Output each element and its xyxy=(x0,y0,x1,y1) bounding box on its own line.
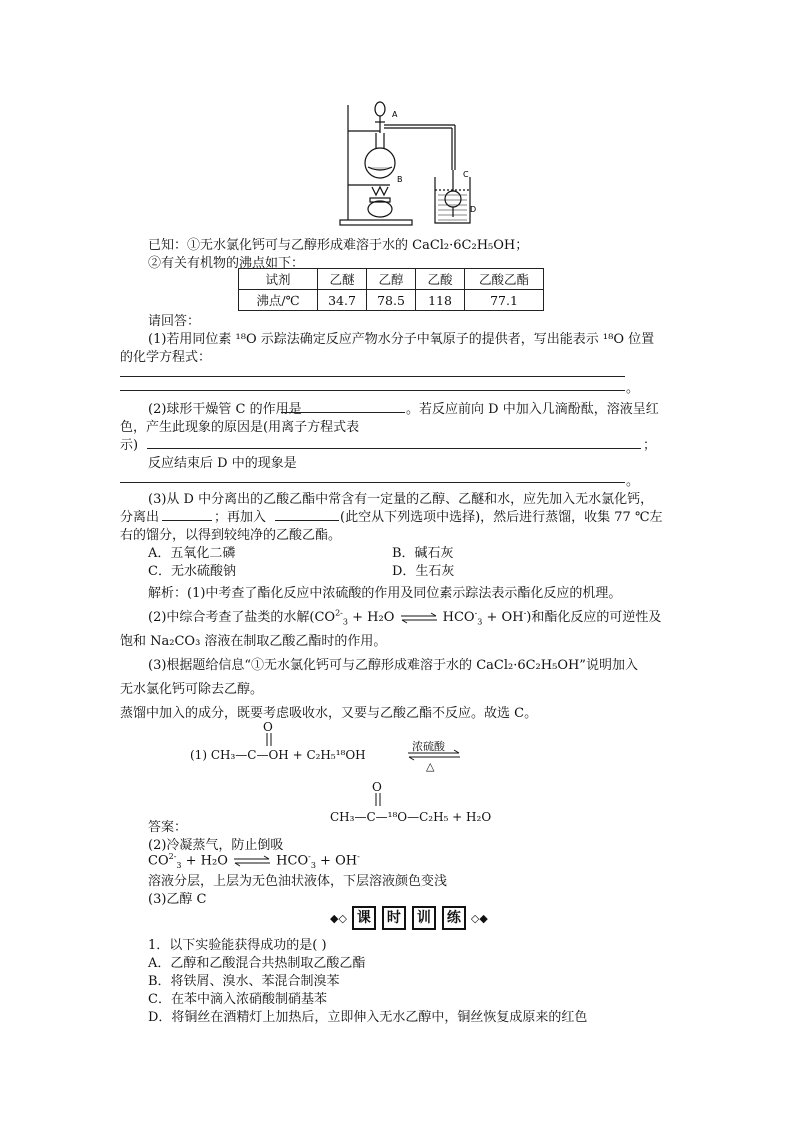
answer-blank-line[interactable] xyxy=(120,390,625,391)
q2-line-1a: (2)球形干燥管 C 的作用是 xyxy=(148,402,302,417)
table-cell: 78.5 xyxy=(367,290,416,311)
q3-line-1: (3)从 D 中分离出的乙酸乙酯中常含有一定量的乙醇、乙醚和水，应先加入无水氯化钙， xyxy=(148,492,654,507)
period: 。 xyxy=(626,381,640,396)
equation-condition-top: 浓硫酸 xyxy=(412,740,445,753)
analysis-p2c: HCO xyxy=(442,610,475,625)
analysis-p2a: (2)中综合考查了盐类的水解(CO xyxy=(148,610,336,625)
answer-3: (3)乙醇 C xyxy=(148,892,207,907)
equation-rhs-carbonyl-o: O xyxy=(372,780,382,794)
ask-label: 请回答： xyxy=(148,314,201,329)
analysis-p2b: + H₂O xyxy=(352,610,395,625)
q1-line-1: (1)若用同位素 ¹⁸O 示踪法确定反应产物水分子中氧原子的提供者，写出能表示 ¹⁸O 位置 xyxy=(148,332,655,347)
q2-line-2: 色，产生此现象的原因是(用离子方程式表 xyxy=(120,420,360,435)
table-header-cell: 乙酸 xyxy=(416,269,465,290)
q2-line-3: 示) xyxy=(120,438,139,453)
banner-char: 课 xyxy=(352,906,376,930)
answer-blank-line[interactable] xyxy=(147,448,641,449)
double-bond-icon xyxy=(373,793,383,807)
training-option-b: B．将铁屑、溴水、苯混合制溴苯 xyxy=(148,974,340,989)
q1-line-2: 的化学方程式： xyxy=(120,350,212,365)
option-c: C．无水硫酸钠 xyxy=(148,564,236,579)
q3-line-2b: ；再加入 xyxy=(214,510,267,525)
table-header-row xyxy=(239,269,544,290)
diamond-icon: ◆◇ xyxy=(330,911,347,925)
answer-blank-line[interactable] xyxy=(120,482,625,483)
answer-2-equation: $CO^{2-}_3 + H_2O$ $HCO^-_3 + OH^-$ xyxy=(148,852,360,870)
equilibrium-arrow-icon xyxy=(406,750,462,760)
table-header-cell: 乙醇 xyxy=(367,269,416,290)
boiling-point-table xyxy=(238,268,544,311)
answer-eq-b: + H₂O xyxy=(185,853,228,869)
analysis-p2d: + OH xyxy=(486,610,524,625)
training-option-a: A．乙醇和乙酸混合共热制取乙酸乙酯 xyxy=(148,956,366,971)
banner-char: 练 xyxy=(442,906,466,930)
analysis-p4: 蒸馏中加入的成分，既要考虑吸收水，又要与乙酸乙酯不反应。故选 C。 xyxy=(120,706,538,721)
q3-line-3: 右的馏分，以得到较纯净的乙酸乙酯。 xyxy=(120,528,342,543)
q2-line-1b: 。若反应前向 D 中加入几滴酚酞，溶液呈红 xyxy=(406,402,659,417)
analysis-p2e: )和酯化反应的可逆性及 xyxy=(526,610,662,625)
table-cell: 34.7 xyxy=(318,290,367,311)
table-cell: 118 xyxy=(416,290,465,311)
equilibrium-arrow-icon xyxy=(399,613,439,623)
analysis-p3-line-1: (3)根据题给信息“①无水氯化钙可与乙醇形成难溶于水的 CaCl₂·6C₂H₅OH”说明加入 xyxy=(148,658,638,673)
table-header-cell: 乙醚 xyxy=(318,269,367,290)
known-line-1: 已知：①无水氯化钙可与乙醇形成难溶于水的 CaCl₂·6C₂H₅OH； xyxy=(148,238,529,253)
analysis-p1: 解析：(1)中考查了酯化反应中浓硫酸的作用及同位素示踪法表示酯化反应的机理。 xyxy=(148,586,622,601)
analysis-p2-line-1: (2)中综合考查了盐类的水解($CO^{2-}_3 + H_2O$ $HCO^-_3 + OH^-$)和酯化反应的可逆性及 xyxy=(148,608,662,627)
table-header-cell: 乙酸乙酯 xyxy=(465,269,544,290)
diamond-icon: ◇◆ xyxy=(470,911,488,925)
label-c: C xyxy=(463,170,469,179)
table-header-cell: 试剂 xyxy=(239,269,318,290)
answer-eq-c: HCO xyxy=(276,853,309,869)
equilibrium-arrow-icon xyxy=(232,856,272,866)
label-d: D xyxy=(470,205,477,214)
answer-2: (2)冷凝蒸气，防止倒吸 xyxy=(148,838,284,853)
period: 。 xyxy=(626,474,640,489)
equation-lhs: (1) CH₃—C—OH + C₂H₅¹⁸OH xyxy=(190,748,366,762)
answer-blank-line[interactable] xyxy=(275,520,339,521)
answer-eq-a: CO xyxy=(148,853,169,869)
training-q1: 1．以下实验能获得成功的是( ) xyxy=(148,938,327,953)
q3-line-2c: (此空从下列选项中选择)，然后进行蒸馏，收集 77 ℃左 xyxy=(340,510,663,525)
equation-lhs-carbonyl-o: O xyxy=(263,720,273,734)
banner-char: 训 xyxy=(412,906,436,930)
analysis-p3-line-2: 无水氯化钙可除去乙醇。 xyxy=(120,682,264,697)
known-line-2: ②有关有机物的沸点如下： xyxy=(148,256,305,271)
label-b: B xyxy=(397,175,403,184)
training-option-d: D．将铜丝在酒精灯上加热后，立即伸入无水乙醇中，铜丝恢复成原来的红色 xyxy=(148,1010,588,1025)
double-bond-icon xyxy=(264,733,274,747)
option-b: B．碱石灰 xyxy=(392,546,454,561)
answer-eq-d: + OH xyxy=(320,853,358,869)
table-cell: 沸点/℃ xyxy=(239,290,318,311)
q2-line-4: 反应结束后 D 中的现象是 xyxy=(148,456,297,471)
banner-char: 时 xyxy=(382,906,406,930)
answer-label: 答案： xyxy=(148,820,188,835)
answer-blank-line[interactable] xyxy=(162,520,212,521)
table-row xyxy=(239,290,544,311)
apparatus-figure xyxy=(330,95,475,230)
equation-condition-bottom: △ xyxy=(426,760,435,773)
equation-rhs: CH₃—C—¹⁸O—C₂H₅ + H₂O xyxy=(330,810,492,824)
analysis-p2-line-2: 饱和 Na₂CO₃ 溶液在制取乙酸乙酯时的作用。 xyxy=(120,634,387,649)
option-d: D．生石灰 xyxy=(392,564,455,579)
answer-2-observation: 溶液分层，上层为无色油状液体，下层溶液颜色变浅 xyxy=(148,874,448,889)
option-a: A．五氧化二磷 xyxy=(148,546,236,561)
answer-blank-line[interactable] xyxy=(281,412,405,413)
label-a: A xyxy=(392,110,398,119)
section-banner xyxy=(330,906,488,930)
semicolon: ； xyxy=(643,438,657,453)
training-option-c: C．在苯中滴入浓硝酸制硝基苯 xyxy=(148,992,327,1007)
answer-blank-line[interactable] xyxy=(120,376,625,377)
q3-line-2a: 分离出 xyxy=(120,510,160,525)
table-cell: 77.1 xyxy=(465,290,544,311)
